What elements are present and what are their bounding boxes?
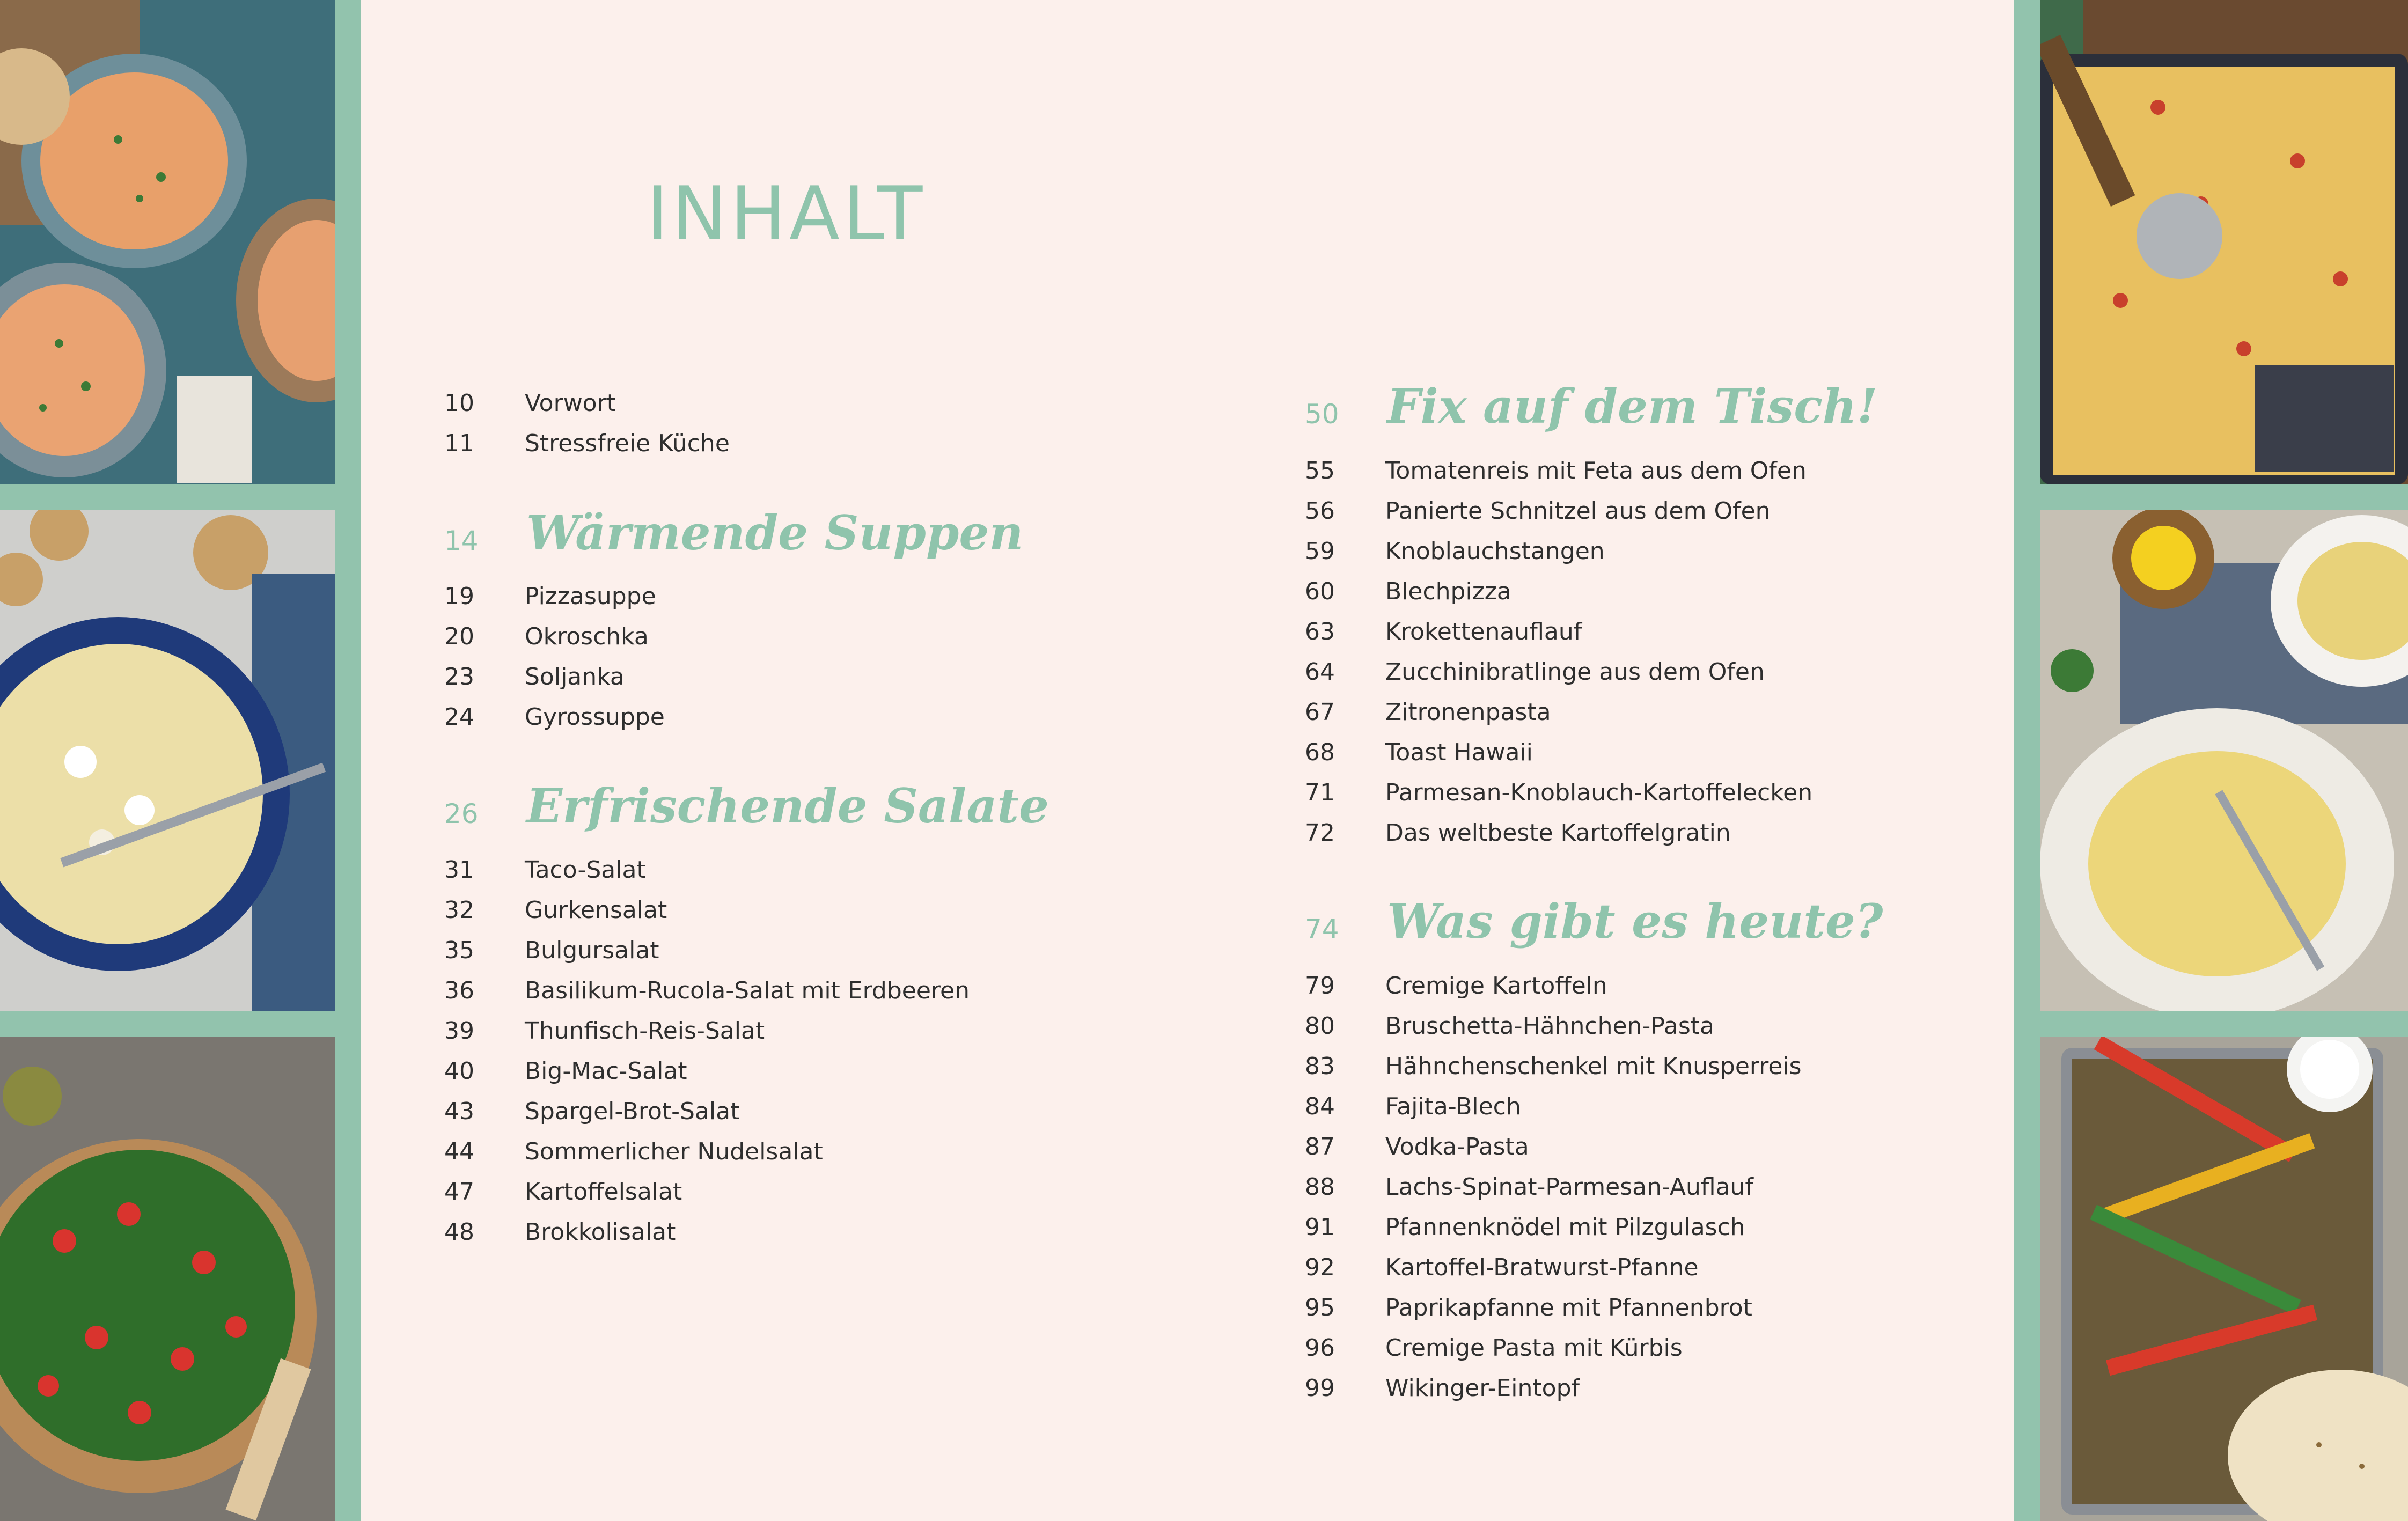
toc-entry-page: 24 xyxy=(444,703,474,731)
section-page: 50 xyxy=(1305,399,1339,430)
toc-entry-label: Kartoffelsalat xyxy=(525,1178,682,1206)
photo-fajita-sheet xyxy=(2040,1037,2408,1521)
toc-entry-label: Wikinger-Eintopf xyxy=(1385,1375,1580,1402)
section-title: Was gibt es heute? xyxy=(1387,893,1883,949)
toc-entry-page: 99 xyxy=(1305,1375,1335,1402)
toc-entry-page: 72 xyxy=(1305,819,1335,847)
toc-entry-page: 88 xyxy=(1305,1173,1335,1201)
section-title: Erfrischende Salate xyxy=(526,778,1049,834)
toc-entry-label: Knoblauchstangen xyxy=(1385,538,1605,565)
toc-entry-label: Taco-Salat xyxy=(525,856,646,884)
toc-entry-page: 20 xyxy=(444,623,474,650)
toc-entry-label: Krokettenauflauf xyxy=(1385,618,1582,645)
toc-entry-label: Fajita-Blech xyxy=(1385,1093,1521,1120)
toc-entry-label: Lachs-Spinat-Parmesan-Auflauf xyxy=(1385,1173,1753,1201)
toc-entry-label: Cremige Kartoffeln xyxy=(1385,972,1607,1000)
section-page: 14 xyxy=(444,525,479,556)
toc-entry-page: 79 xyxy=(1305,972,1335,1000)
toc-right-column xyxy=(1305,376,2002,1449)
toc-entry-page: 32 xyxy=(444,897,474,924)
toc-entry-page: 23 xyxy=(444,663,474,690)
toc-entry-label: Vorwort xyxy=(525,390,616,417)
toc-entry-label: Okroschka xyxy=(525,623,649,650)
toc-entry-label: Hähnchenschenkel mit Knusperreis xyxy=(1385,1053,1802,1080)
toc-entry-page: 55 xyxy=(1305,457,1335,484)
toc-entry-page: 95 xyxy=(1305,1294,1335,1321)
toc-entry-label: Das weltbeste Kartoffelgratin xyxy=(1385,819,1731,847)
toc-entry-page: 35 xyxy=(444,937,474,964)
toc-entry-label: Parmesan-Knoblauch-Kartoffelecken xyxy=(1385,779,1813,806)
toc-entry-label: Big-Mac-Salat xyxy=(525,1057,687,1085)
toc-entry-label: Zucchinibratlinge aus dem Ofen xyxy=(1385,658,1765,686)
page-title: INHALT xyxy=(647,171,926,257)
toc-entry-page: 48 xyxy=(444,1218,474,1246)
section-title: Wärmende Suppen xyxy=(526,505,1024,561)
toc-entry-page: 40 xyxy=(444,1057,474,1085)
photo-soup xyxy=(0,0,335,484)
toc-entry-label: Thunfisch-Reis-Salat xyxy=(525,1017,765,1045)
toc-entry-page: 96 xyxy=(1305,1334,1335,1362)
toc-entry-label: Sommerlicher Nudelsalat xyxy=(525,1138,823,1165)
toc-entry-label: Soljanka xyxy=(525,663,625,690)
photo-potato-salad xyxy=(0,510,335,1011)
toc-entry-page: 67 xyxy=(1305,699,1335,726)
toc-entry-page: 43 xyxy=(444,1098,474,1125)
photo-strawberry-salad xyxy=(0,1037,335,1521)
toc-entry-label: Toast Hawaii xyxy=(1385,739,1533,766)
toc-entry-page: 71 xyxy=(1305,779,1335,806)
toc-left-column xyxy=(444,383,1195,1274)
toc-entry-label: Panierte Schnitzel aus dem Ofen xyxy=(1385,497,1771,525)
toc-entry-label: Pizzasuppe xyxy=(525,583,656,610)
toc-entry-label: Gurkensalat xyxy=(525,897,667,924)
toc-entry-page: 19 xyxy=(444,583,474,610)
toc-entry-page: 36 xyxy=(444,977,474,1004)
toc-entry-label: Zitronenpasta xyxy=(1385,699,1551,726)
toc-entry-page: 44 xyxy=(444,1138,474,1165)
toc-entry-label: Bruschetta-Hähnchen-Pasta xyxy=(1385,1012,1714,1040)
toc-entry-label: Paprikapfanne mit Pfannenbrot xyxy=(1385,1294,1752,1321)
toc-entry-page: 92 xyxy=(1305,1254,1335,1281)
section-page: 26 xyxy=(444,798,479,829)
toc-entry-label: Blechpizza xyxy=(1385,578,1511,605)
photo-sheet-pizza xyxy=(2040,0,2408,484)
toc-entry-page: 63 xyxy=(1305,618,1335,645)
toc-entry-label: Tomatenreis mit Feta aus dem Ofen xyxy=(1385,457,1807,484)
toc-entry-page: 84 xyxy=(1305,1093,1335,1120)
toc-entry-label: Spargel-Brot-Salat xyxy=(525,1098,740,1125)
toc-entry-page: 91 xyxy=(1305,1214,1335,1241)
toc-entry-page: 31 xyxy=(444,856,474,884)
toc-entry-page: 47 xyxy=(444,1178,474,1206)
section-page: 74 xyxy=(1305,914,1339,945)
toc-entry-page: 59 xyxy=(1305,538,1335,565)
toc-entry-label: Brokkolisalat xyxy=(525,1218,676,1246)
toc-entry-page: 11 xyxy=(444,430,474,457)
toc-entry-label: Gyrossuppe xyxy=(525,703,665,731)
toc-entry-label: Vodka-Pasta xyxy=(1385,1133,1529,1160)
toc-entry-page: 60 xyxy=(1305,578,1335,605)
toc-entry-label: Cremige Pasta mit Kürbis xyxy=(1385,1334,1683,1362)
toc-entry-page: 68 xyxy=(1305,739,1335,766)
toc-entry-page: 10 xyxy=(444,390,474,417)
toc-entry-label: Pfannenknödel mit Pilzgulasch xyxy=(1385,1214,1745,1241)
toc-entry-page: 39 xyxy=(444,1017,474,1045)
toc-entry-page: 56 xyxy=(1305,497,1335,525)
toc-entry-label: Bulgursalat xyxy=(525,937,659,964)
photo-lemon-pasta xyxy=(2040,510,2408,1011)
toc-entry-label: Stressfreie Küche xyxy=(525,430,730,457)
toc-entry-page: 83 xyxy=(1305,1053,1335,1080)
section-title: Fix auf dem Tisch! xyxy=(1387,378,1878,434)
toc-entry-label: Kartoffel-Bratwurst-Pfanne xyxy=(1385,1254,1699,1281)
toc-entry-label: Basilikum-Rucola-Salat mit Erdbeeren xyxy=(525,977,970,1004)
toc-entry-page: 64 xyxy=(1305,658,1335,686)
toc-entry-page: 87 xyxy=(1305,1133,1335,1160)
toc-entry-page: 80 xyxy=(1305,1012,1335,1040)
